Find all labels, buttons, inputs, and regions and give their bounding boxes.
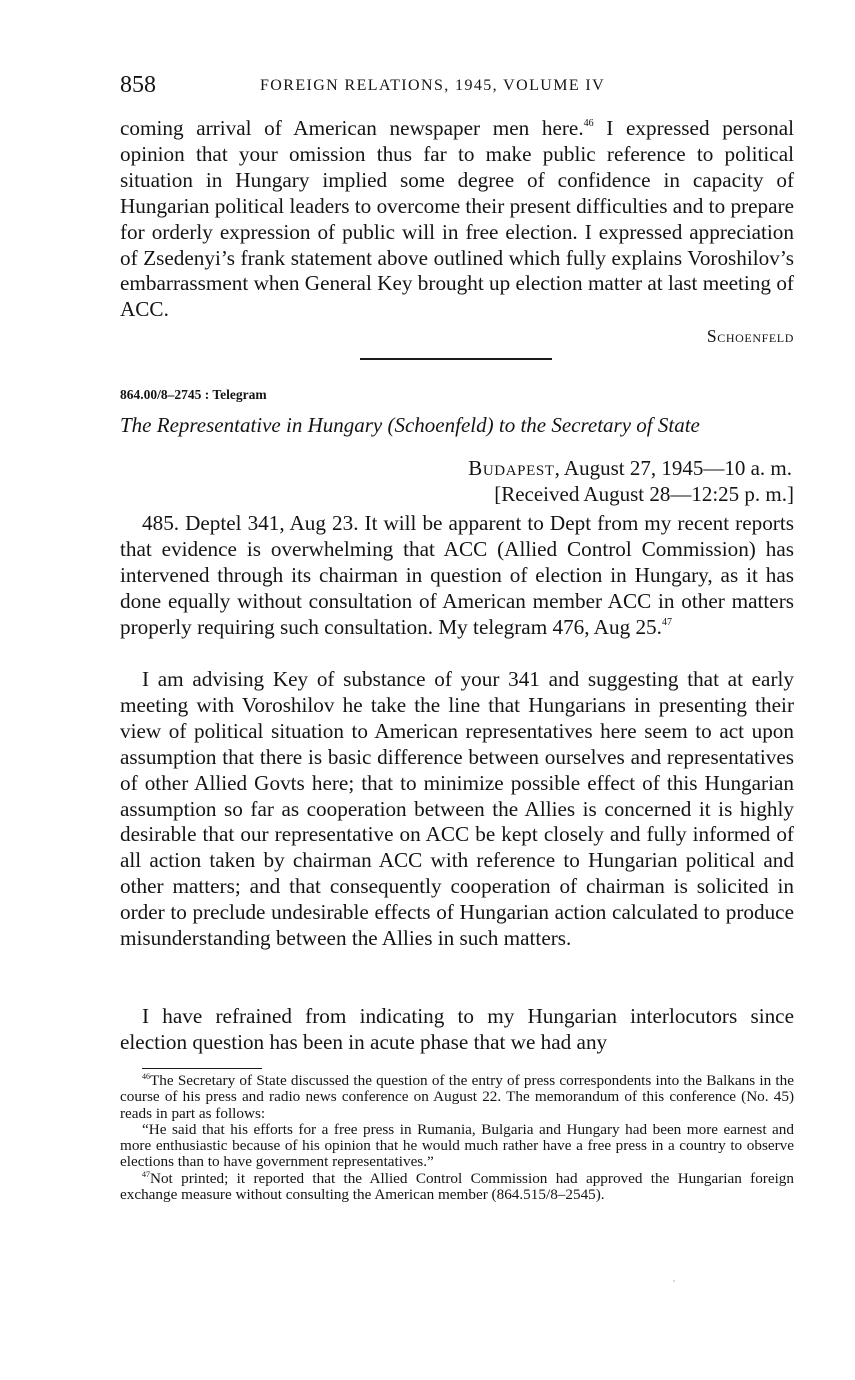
footnote-47 — [120, 1171, 794, 1204]
footnote-divider — [142, 1068, 262, 1069]
running-title: FOREIGN RELATIONS, 1945, VOLUME IV — [260, 77, 606, 94]
footnote-47-text: Not printed; it reported that the Allied Control Commission had approved the Hungarian foreign exchange measure without consulting the American member (864.515/8–2545). — [120, 1169, 794, 1204]
continuation-text-end: I expressed personal opinion that your omission thus far to make public reference to political situation in Hungary implied some degree of confidence in capacity of Hungarian political leaders to overcome their present difficulties and to prepare for orderly expression of public will in free election. I expressed appreciation of Zsedenyi’s frank statement above outlined which fully explains Voroshilov’s embarrassment when General Key brought up election matter at last meeting of ACC. — [120, 116, 794, 322]
footnote-46-quote: “He said that his efforts for a free press in Rumania, Bulgaria and Hungary had been more earnest and more enthusiastic because of his opinion that he would much rather have a free press in a country to observe elections than to have government representatives.” — [120, 1120, 794, 1171]
footnote-47-marker: 47 — [142, 1169, 150, 1179]
footnotes — [120, 1073, 794, 1203]
print-speck — [673, 1280, 675, 1282]
page-number: 858 — [120, 72, 156, 98]
footnote-46 — [120, 1073, 794, 1122]
continuation-text-start: coming arrival of American newspaper men here. — [120, 116, 584, 140]
section-divider — [360, 358, 552, 360]
footnote-ref-47[interactable]: 47 — [661, 616, 672, 628]
paragraph-1-text: 485. Deptel 341, Aug 23. It will be apparent to Dept from my recent reports that evidence is overwhelming that ACC (Allied Control Commission) has intervened through its chairman in question of election in Hungary, as it has done equally without consultation of American member ACC in other matters properly requiring such consultation. My telegram 476, Aug 25. — [120, 511, 794, 639]
footnote-46-marker: 46 — [142, 1072, 150, 1081]
received-line: [Received August 28—12:25 p. m.] — [494, 482, 794, 506]
continuation-paragraph — [120, 116, 794, 323]
telegram-paragraph-3: I have refrained from indicating to my Hungarian interlocutors since election question has been in acute phase that we had any — [120, 1004, 794, 1054]
document-title: The Representative in Hungary (Schoenfeld) to the Secretary of State — [120, 413, 700, 437]
telegram-paragraph-1 — [120, 511, 794, 641]
telegram-paragraph-2: I am advising Key of substance of your 341 and suggesting that at early meeting with Voroshilov he take the line that Hungarians in presenting their view of political situation to American representatives here seem to act upon assumption that there is basic difference between ourselves and representatives of other Allied Govts here; that to minimize possible effect of this Hungarian assumption so far as cooperation between the Allies is concerned it is highly desirable that our representative on ACC be kept closely and fully informed of all action taken by chairman ACC with reference to Hungarian political and other matters; and that consequently cooperation of chairman is solicited in order to preclude undesirable effects of Hungarian action calculated to produce misunderstanding between the Allies in such matters. — [120, 667, 794, 951]
dateline — [468, 455, 792, 481]
running-head — [120, 70, 794, 102]
file-number: 864.00/8–2745 : Telegram — [120, 387, 267, 402]
footnote-46-text: The Secretary of State discussed the question of the entry of press correspondents into the Balkans in the course of his press and radio news conference on August 22. The memorandum of this conference (No. 45) reads in part as follows: — [120, 1072, 794, 1122]
dateline-date: , August 27, 1945—10 a. m. — [554, 456, 792, 480]
signature: Schoenfeld — [706, 326, 794, 346]
footnote-ref-46[interactable]: 46 — [583, 118, 594, 129]
dateline-place: Budapest — [468, 456, 555, 480]
